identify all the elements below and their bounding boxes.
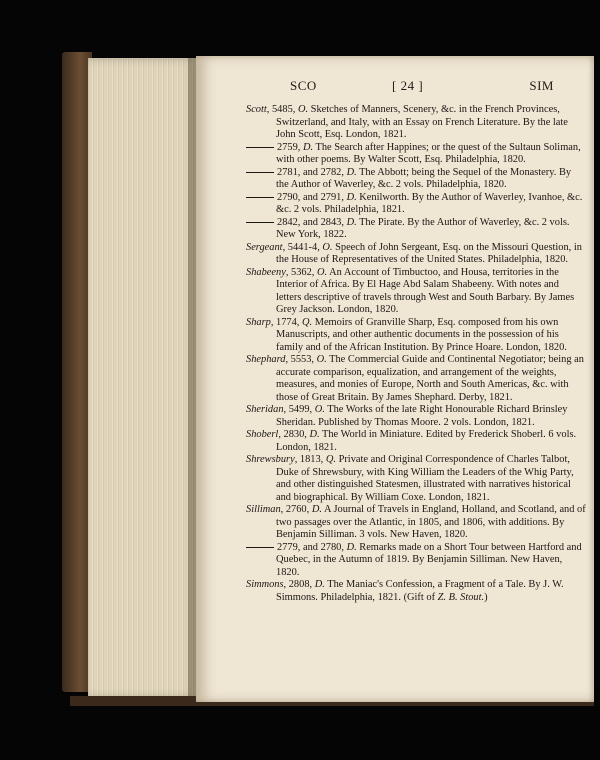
entry-author: Shabeeny — [246, 266, 286, 278]
entry-format: D. — [302, 141, 314, 153]
page-number: [ 24 ] — [392, 78, 424, 93]
entry-format: D. — [346, 216, 357, 228]
catalog-entry — [246, 404, 586, 429]
entry-format: D. — [311, 504, 322, 515]
entry-format: D. — [346, 166, 357, 178]
catalog-entry — [246, 504, 586, 542]
entry-author: Silliman — [246, 504, 281, 515]
entry-format: O. — [314, 404, 325, 415]
entry-author: Sheridan — [246, 404, 284, 415]
entry-number: 2842, and 2843, — [277, 216, 347, 228]
catalog-entry — [246, 192, 586, 217]
entry-format: Q. — [302, 316, 313, 328]
book-page — [196, 56, 594, 702]
entry-donor: Z. B. Stout. — [437, 591, 485, 603]
running-header — [246, 78, 580, 96]
entry-author: Shrewsbury — [246, 454, 295, 465]
entry-text: The Abbott; being the Sequel of the Monastery. By the Author of Waverley, &c. 2 vols. Philadelphia, 1820. — [276, 166, 572, 190]
entry-text: Speech of John Sergeant, Esq. on the Missouri Question, in the House of Representatives of the United States. Philadelphia, 1820. — [276, 241, 582, 265]
entry-author: Shephard — [246, 354, 286, 365]
catalog-entry — [246, 354, 586, 404]
entry-number: , 5362, — [285, 266, 317, 278]
catalog-entry — [246, 429, 586, 454]
entry-text: The Pirate. By the Author of Waverley, &c. 2 vols. New York, 1822. — [276, 216, 570, 240]
entry-text: An Account of Timbuctoo, and Housa, territories in the Interior of Africa. By El Hage Abd Salam Shabeeny. With notes and letters descriptive of travels through West and South Barbary. By James Grey Jackson. London, 1820. — [276, 266, 575, 315]
entry-tail: ) — [484, 591, 488, 603]
entry-text: The Works of the late Right Honourable Richard Brinsley Sheridan. Published by Thomas Moore. 2 vols. London, 1821. — [276, 404, 568, 428]
entry-format: O. — [297, 104, 309, 115]
entry-format: D. — [309, 429, 320, 440]
catalog-entries — [246, 104, 586, 604]
entry-number: , 5441-4, — [282, 241, 323, 253]
catalog-entry — [246, 317, 586, 355]
entry-number: 2790, and 2791, — [277, 191, 347, 203]
entry-format: Q. — [325, 454, 336, 465]
entry-author: Scott — [246, 104, 267, 115]
entry-text: Memoirs of Granville Sharp, Esq. composed from his own Manuscripts, and other authentic documents in the possession of his family and of the African Institution. By Prince Hoare. London, 1820. — [276, 316, 567, 353]
header-right: SIM — [529, 78, 554, 93]
entry-number: 2781, and 2782, — [277, 166, 347, 178]
ditto-dash — [246, 197, 274, 198]
entry-format: D. — [346, 541, 357, 553]
catalog-entry — [246, 217, 586, 242]
entry-author: Sharp — [246, 316, 271, 328]
entry-format: O. — [322, 241, 333, 253]
ditto-dash — [246, 147, 274, 148]
entry-text: Remarks made on a Short Tour between Hartford and Quebec, in the Autumn of 1819. By Benjamin Silliman. New Haven, 1820. — [276, 541, 582, 578]
catalog-entry — [246, 167, 586, 192]
catalog-entry — [246, 579, 586, 604]
entry-author: Simmons — [246, 579, 284, 590]
entry-text: A Journal of Travels in England, Holland, and Scotland, and of two passages over the Atlantic, in 1805, and 1806, with additions. By Benjamin Silliman. 3 vols. New Haven, 1820. — [276, 504, 586, 540]
entry-number: 2759, — [277, 141, 303, 153]
entry-number: , 5499, — [283, 404, 315, 415]
entry-number: , 2760, — [280, 504, 312, 515]
ditto-dash — [246, 222, 274, 223]
entry-format: D. — [314, 579, 325, 590]
entry-author: Sergeant — [246, 241, 283, 253]
ditto-dash — [246, 172, 274, 173]
page-edge-stack — [88, 58, 198, 698]
entry-format: O. — [316, 266, 328, 278]
entry-text: The Maniac's Confession, a Fragment of a Tale. By J. W. Simmons. Philadelphia, 1821. (Gift of — [276, 579, 564, 603]
entry-text: Private and Original Correspondence of Charles Talbot, Duke of Shrewsbury, with King William the Leaders of the Whig Party, and other distinguished Statesmen, illustrated with narratives historical and biographical. By William Coxe. London, 1821. — [276, 454, 574, 503]
entry-author: Shoberl — [246, 429, 279, 440]
entry-number: , 1813, — [294, 454, 326, 465]
entry-number: , 5485, — [266, 104, 298, 115]
entry-number: , 1774, — [270, 316, 302, 328]
ditto-dash — [246, 547, 274, 548]
catalog-entry — [246, 142, 586, 167]
entry-text: Sketches of Manners, Scenery, &c. in the French Provinces, Switzerland, and Italy, with an Essay on French Literature. By the late John Scott, Esq. London, 1821. — [276, 104, 568, 140]
entry-number: , 2808, — [283, 579, 315, 590]
entry-format: D. — [346, 191, 357, 203]
catalog-entry — [246, 104, 586, 142]
entry-format: O. — [316, 354, 327, 365]
entry-number: 2779, and 2780, — [277, 541, 347, 553]
entry-number: , 5553, — [285, 354, 317, 365]
entry-text: The Search after Happines; or the quest of the Sultaun Soliman, with other poems. By Walter Scott, Esq. Philadelphia, 1820. — [276, 141, 581, 165]
catalog-entry — [246, 267, 586, 317]
catalog-entry — [246, 542, 586, 580]
entry-text: Kenilworth. By the Author of Waverley, Ivanhoe, &c. &c. 2 vols. Philadelphia, 1821. — [276, 191, 583, 215]
entry-text: The Commercial Guide and Continental Negotiator; being an accurate comparison, equalization, and arrangement of the weights, measures, and monies of Europe, North and South Americas, &c. with those of Great Britain. By James Shephard. Derby, 1821. — [276, 354, 584, 403]
entry-text: The World in Miniature. Edited by Frederick Shoberl. 6 vols. London, 1821. — [276, 429, 577, 453]
entry-number: , 2830, — [278, 429, 310, 440]
catalog-entry — [246, 242, 586, 267]
header-left: SCO — [290, 78, 317, 93]
catalog-entry — [246, 454, 586, 504]
